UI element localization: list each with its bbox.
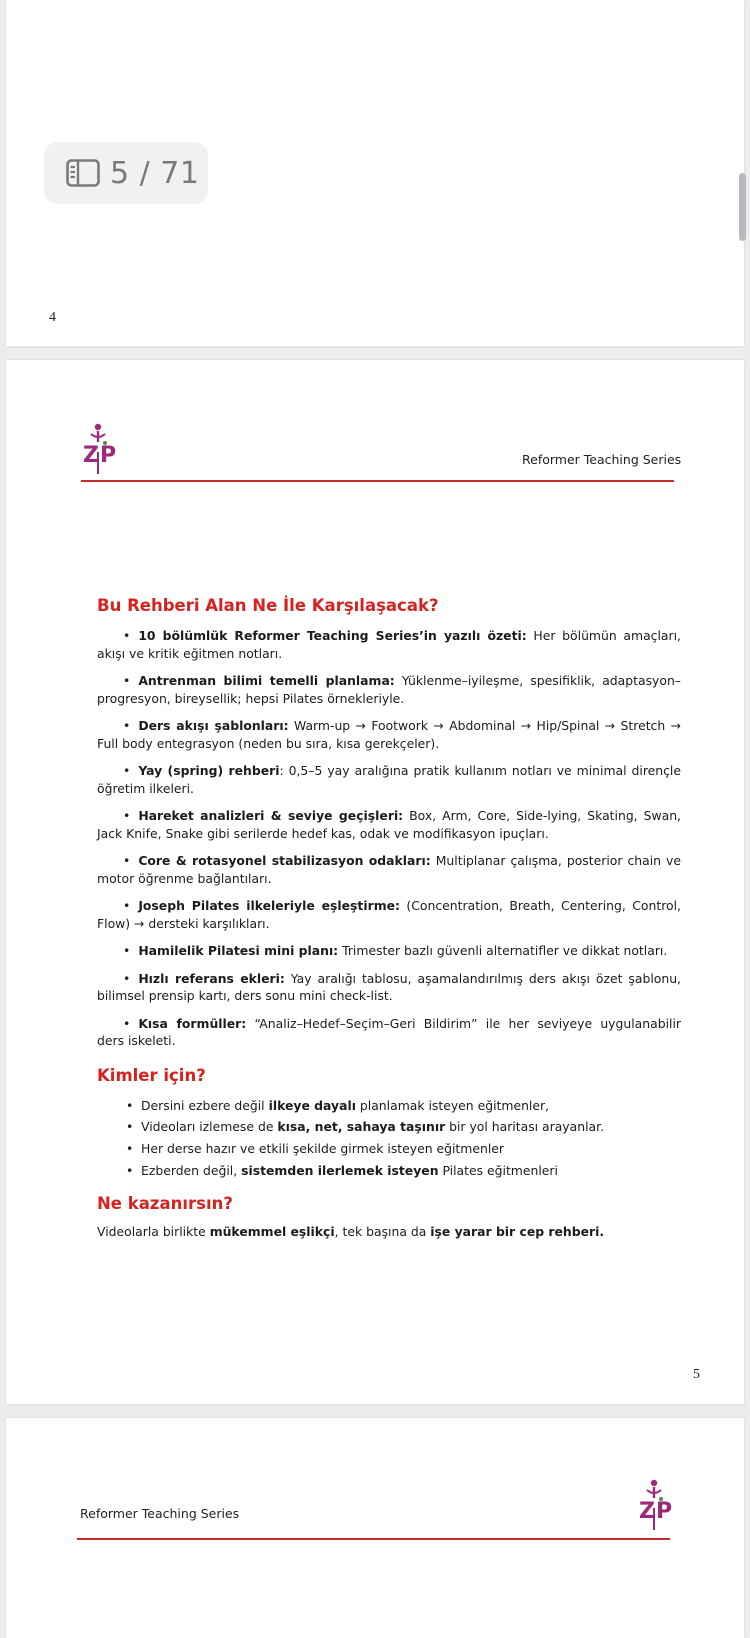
list-item — [97, 1015, 681, 1050]
bullet-icon: • — [123, 943, 131, 958]
bullet-icon: • — [123, 718, 131, 733]
item-text: Yüklenme–iyileşme, spesifiklik, adaptasyon–progresyon, bireysellik; hepsi Pilates örnekleriyle. — [97, 673, 681, 706]
item-title: Ders akışı şablonları: — [138, 718, 289, 733]
list-item — [97, 942, 681, 960]
item-title: Antrenman bilimi temelli planlama: — [138, 673, 395, 688]
text-span: Videolarla birlikte — [97, 1223, 210, 1239]
list-item — [97, 627, 681, 662]
bold-span: işe yarar bir cep rehberi. — [430, 1223, 605, 1239]
page-indicator[interactable] — [44, 142, 208, 204]
item-text: Box, Arm, Core, Side-lying, Skating, Swan, Jack Knife, Snake gibi serilerde hedef kas, odak ve modifikasyon ipuçları. — [97, 808, 682, 841]
pdf-page-5 — [6, 360, 744, 1404]
list-item — [97, 717, 681, 752]
text-span: Dersini ezbere değil — [141, 1097, 269, 1113]
item-text: Her bölümün amaçları, akışı ve kritik eğitmen notları. — [97, 628, 681, 661]
item-text — [123, 1118, 681, 1136]
list-item — [97, 1140, 681, 1158]
item-title: Yay (spring) rehberi — [138, 763, 280, 778]
item-text: Yay aralığı tablosu, aşamalandırılmış ders akışı özet şablonu, bilimsel prensip kartı, ders sonu mini check-list. — [97, 970, 681, 1003]
item-text: : 0,5–5 yay aralığına pratik kullanım notları ve minimal dirençle öğretim ilkeleri. — [97, 763, 681, 796]
bold-span: mükemmel eşlikçi — [209, 1223, 335, 1239]
sidebar-icon[interactable] — [66, 159, 100, 187]
bullet-icon: • — [123, 853, 131, 868]
bullet-icon: • — [126, 1163, 134, 1179]
svg-text:P: P — [100, 443, 117, 468]
list-item — [97, 1118, 681, 1136]
bullet-icon: • — [123, 763, 131, 778]
page-number: 5 — [693, 1367, 700, 1382]
bullet-icon: • — [123, 898, 131, 913]
item-text — [123, 1162, 681, 1180]
pdf-page-4 — [6, 0, 744, 346]
item-text: (Concentration, Breath, Centering, Control, Flow) → dersteki karşılıkları. — [97, 898, 681, 931]
svg-text:Z: Z — [639, 1499, 655, 1524]
item-title: Hızlı referans ekleri: — [138, 970, 285, 986]
item-title: Kısa formüller: — [138, 1015, 247, 1031]
list-item — [97, 807, 681, 842]
item-text: Warm-up → Footwork → Abdominal → Hip/Spinal → Stretch → Full body entegrasyon (neden bu sıra, kısa gerekçeler). — [97, 718, 681, 751]
item-text: “Analiz–Hedef–Seçim–Geri Bildirim” ile her seviyeye uygulanabilir ders iskeleti. — [97, 1015, 682, 1048]
header-rule — [77, 1538, 670, 1540]
item-title: Core & rotasyonel stabilizasyon odakları: — [138, 853, 431, 868]
page-content — [97, 596, 681, 1240]
bullet-icon: • — [126, 1141, 134, 1157]
series-title: Reformer Teaching Series — [522, 452, 682, 467]
benefit-sentence — [97, 1223, 681, 1241]
bold-span: sistemden ilerlemek isteyen — [241, 1163, 439, 1179]
feature-list — [97, 627, 681, 1050]
item-text: Trimester bazlı güvenli alternatifler ve dikkat notları. — [338, 943, 668, 958]
page-number: 4 — [49, 310, 56, 325]
page-counter: 5 / 71 — [110, 155, 200, 191]
item-title: Hamilelik Pilatesi mini planı: — [138, 943, 339, 958]
bold-span: ilkeye dayalı — [268, 1097, 356, 1113]
svg-text:Z: Z — [83, 443, 99, 468]
text-span: bir yol haritası arayanlar. — [445, 1119, 605, 1135]
bullet-icon: • — [126, 1119, 134, 1135]
audience-list — [97, 1097, 681, 1180]
zp-logo-icon — [635, 1478, 679, 1534]
list-item — [97, 897, 681, 932]
item-text — [123, 1097, 681, 1115]
item-title: 10 bölümlük Reformer Teaching Series’in yazılı özeti: — [138, 628, 527, 643]
text-span: , tek başına da — [334, 1223, 431, 1239]
item-title: Hareket analizleri & seviye geçişleri: — [138, 808, 404, 823]
svg-text:P: P — [656, 1499, 673, 1524]
item-text — [123, 1140, 681, 1158]
bullet-icon: • — [123, 1015, 131, 1031]
text-span: planlamak isteyen eğitmenler, — [355, 1097, 550, 1113]
bold-span: kısa, net, sahaya taşınır — [277, 1119, 446, 1135]
list-item — [97, 852, 681, 887]
list-item — [97, 1097, 681, 1115]
text-span: Ezberden değil, — [141, 1163, 242, 1179]
text-span: Videoları izlemese de — [141, 1119, 278, 1135]
series-title: Reformer Teaching Series — [80, 1506, 240, 1521]
zp-logo-icon — [79, 422, 123, 478]
scrollbar-thumb[interactable] — [739, 173, 746, 241]
section-heading: Kimler için? — [97, 1065, 206, 1085]
text-span: Pilates eğitmenleri — [438, 1163, 558, 1179]
section-heading: Ne kazanırsın? — [97, 1193, 233, 1213]
bullet-icon: • — [123, 970, 131, 986]
bullet-icon: • — [126, 1097, 134, 1113]
bullet-icon: • — [123, 628, 131, 643]
item-title: Joseph Pilates ilkeleriyle eşleştirme: — [138, 898, 400, 913]
header-rule — [81, 480, 674, 482]
bullet-icon: • — [123, 673, 131, 688]
list-item — [97, 672, 681, 707]
section-heading: Bu Rehberi Alan Ne İle Karşılaşacak? — [97, 596, 439, 615]
item-text: Multiplanar çalışma, posterior chain ve motor öğrenme bağlantıları. — [97, 853, 682, 886]
pdf-page-6 — [6, 1418, 744, 1638]
list-item — [97, 762, 681, 797]
text-span: Her derse hazır ve etkili şekilde girmek isteyen eğitmenler — [141, 1141, 504, 1157]
bullet-icon: • — [123, 808, 131, 823]
list-item — [97, 970, 681, 1005]
list-item — [97, 1162, 681, 1180]
